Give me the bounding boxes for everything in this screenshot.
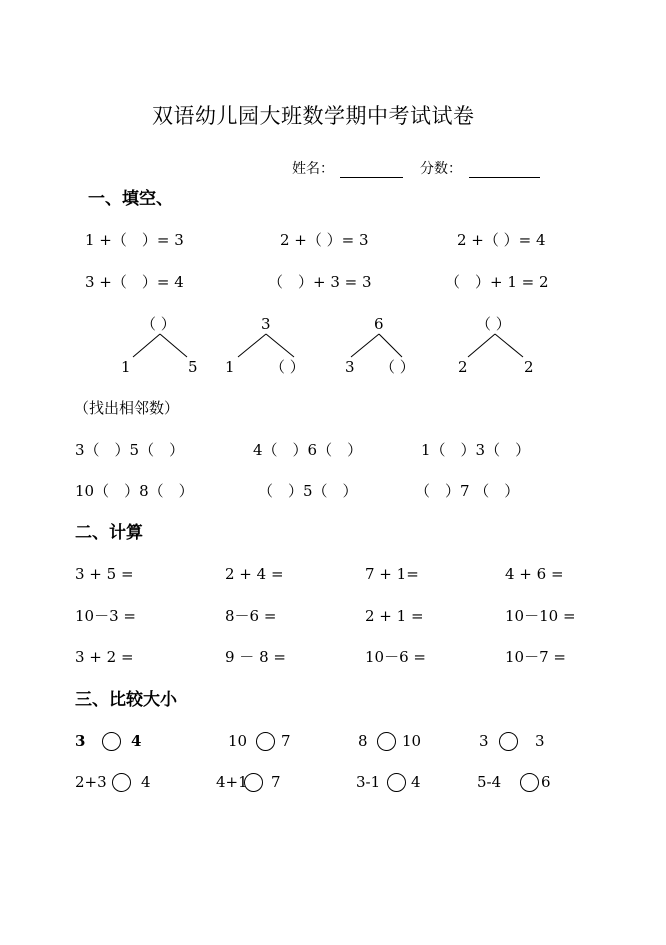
fill-item: （ ）+ 3 = 3 xyxy=(268,273,372,291)
compare-circle[interactable] xyxy=(520,773,539,792)
section1-heading: 一、填空、 xyxy=(88,189,173,209)
compare-left: 3 xyxy=(479,732,489,750)
compare-circle[interactable] xyxy=(244,773,263,792)
compare-right: 4 xyxy=(131,732,142,750)
compare-left: 8 xyxy=(358,732,368,750)
tree-top: 6 xyxy=(374,315,384,333)
calc-item: 10－6 = xyxy=(365,648,426,666)
calc-item: 3 + 2 = xyxy=(75,648,134,666)
fill-item: 2 +（ ）= 3 xyxy=(280,231,369,249)
calc-item: 4 + 6 = xyxy=(505,565,564,583)
compare-right: 7 xyxy=(271,773,281,791)
tree-left: 1 xyxy=(121,358,131,376)
tree-right: （ ） xyxy=(270,358,305,376)
neighbors-label: （找出相邻数） xyxy=(74,399,180,417)
neighbor-item: 4（ ）6（ ） xyxy=(253,441,363,459)
compare-left: 4+1 xyxy=(216,773,248,791)
calc-item: 7 + 1= xyxy=(365,565,419,583)
tree-top: （ ） xyxy=(476,315,511,333)
tree-top: （ ） xyxy=(141,315,176,333)
compare-circle[interactable] xyxy=(112,773,131,792)
tree-right: 2 xyxy=(524,358,534,376)
calc-item: 3 + 5 = xyxy=(75,565,134,583)
tree-left: 3 xyxy=(345,358,355,376)
tree-top: 3 xyxy=(261,315,271,333)
compare-right: 4 xyxy=(411,773,421,791)
calc-item: 8－6 = xyxy=(225,607,277,625)
neighbor-item: （ ）7 （ ） xyxy=(415,482,520,500)
compare-left: 3-1 xyxy=(356,773,381,791)
neighbor-item: 1（ ）3（ ） xyxy=(421,441,531,459)
neighbor-item: 10（ ）8（ ） xyxy=(75,482,194,500)
tree-left: 1 xyxy=(225,358,235,376)
tree-right: （ ） xyxy=(380,358,415,376)
name-label: 姓名： xyxy=(292,161,334,177)
calc-item: 10－10 = xyxy=(505,607,576,625)
compare-right: 6 xyxy=(541,773,551,791)
calc-item: 9 － 8 = xyxy=(225,648,286,666)
compare-left: 3 xyxy=(75,732,86,750)
tree-left: 2 xyxy=(458,358,468,376)
compare-right: 4 xyxy=(141,773,151,791)
compare-circle[interactable] xyxy=(387,773,406,792)
calc-item: 2 + 1 = xyxy=(365,607,424,625)
compare-right: 3 xyxy=(535,732,545,750)
compare-circle[interactable] xyxy=(377,732,396,751)
neighbor-item: 3（ ）5（ ） xyxy=(75,441,185,459)
compare-left: 10 xyxy=(228,732,248,750)
calc-item: 10－3 = xyxy=(75,607,136,625)
score-label: 分数： xyxy=(420,161,462,177)
compare-left: 5-4 xyxy=(477,773,502,791)
fill-item: 2 +（ ）= 4 xyxy=(457,231,546,249)
fill-item: （ ）+ 1 = 2 xyxy=(445,273,549,291)
compare-circle[interactable] xyxy=(256,732,275,751)
compare-left: 2+3 xyxy=(75,773,107,791)
section2-heading: 二、计算 xyxy=(75,523,143,543)
compare-circle[interactable] xyxy=(499,732,518,751)
compare-right: 7 xyxy=(281,732,291,750)
fill-item: 3 +（ ）= 4 xyxy=(85,273,184,291)
neighbor-item: （ ）5（ ） xyxy=(258,482,358,500)
calc-item: 2 + 4 = xyxy=(225,565,284,583)
section3-heading: 三、比较大小 xyxy=(75,690,177,710)
page-title: 双语幼儿园大班数学期中考试试卷 xyxy=(152,104,475,128)
fill-item: 1 +（ ）= 3 xyxy=(85,231,184,249)
calc-item: 10－7 = xyxy=(505,648,566,666)
tree-right: 5 xyxy=(188,358,198,376)
compare-right: 10 xyxy=(402,732,422,750)
compare-circle[interactable] xyxy=(102,732,121,751)
